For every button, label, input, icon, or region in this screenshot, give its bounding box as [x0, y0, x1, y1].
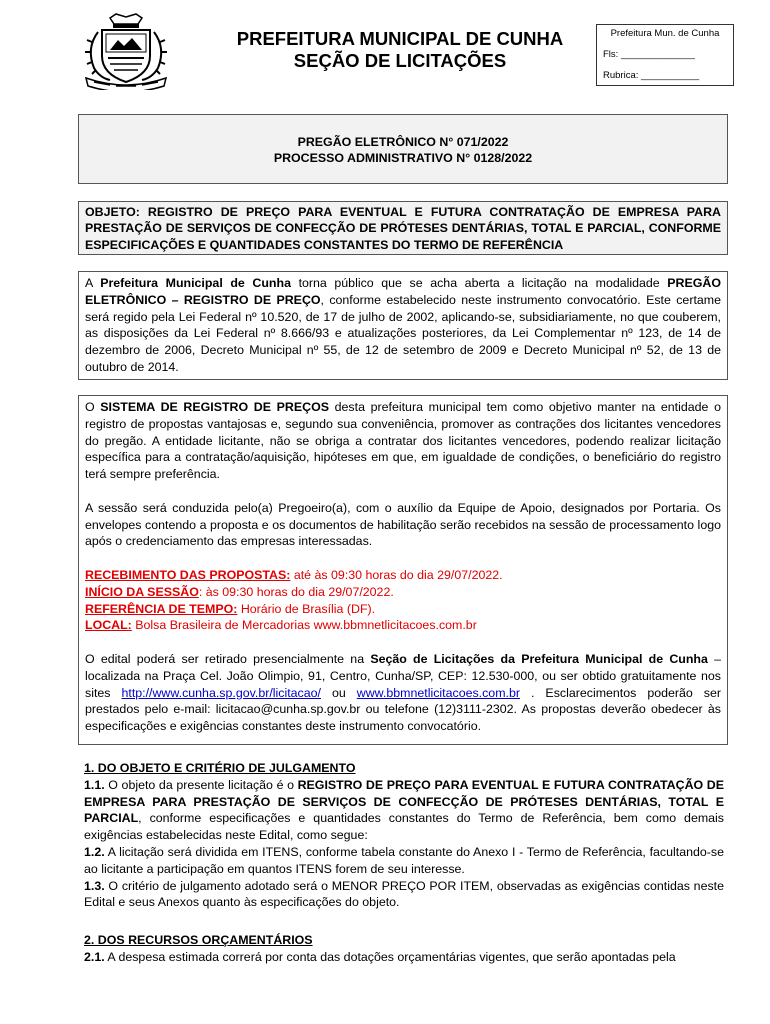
edital-text-1: O edital poderá ser retirado presencialmente na — [85, 651, 371, 666]
intro-text-2: torna público que se acha aberta a licitação na modalidade — [290, 276, 668, 290]
item-1-2-text: A licitação será dividida em ITENS, conforme tabela constante do Anexo I - Termo de Referência, facultando-se ao licitante a participação em quantos ITENS forem de seu interesse. — [84, 844, 724, 876]
recebimento-line — [85, 567, 721, 584]
pregao-identification-box — [78, 114, 728, 184]
header-titles — [200, 28, 600, 72]
header-title-prefeitura: PREFEITURA MUNICIPAL DE CUNHA — [236, 28, 564, 49]
objeto-box — [78, 201, 728, 255]
intro-bold-modalidade: PREGÃO ELETRÔNICO – REGISTRO DE PREÇO — [85, 276, 721, 307]
referencia-value: Horário de Brasília (DF). — [237, 601, 376, 616]
item-1-3 — [84, 878, 724, 912]
edital-text-2: – localizada na Praça Cel. João Olimpio, 91, Centro, Cunha/SP, CEP: 12.530-000, ou ser obtido gratuitamente nos sites — [85, 651, 721, 700]
recebimento-value: até às 09:30 horas do dia 29/07/2022. — [290, 567, 503, 582]
document-header — [0, 0, 770, 100]
item-1-1-text-2: , conforme especificações e quantidades constantes do Termo de Referência, bem como demais exigências estabelecidas neste Edital, como segue: — [84, 811, 724, 843]
dates-block — [85, 567, 721, 634]
item-1-1-bold: REGISTRO DE PREÇO PARA EVENTUAL E FUTURA CONTRATAÇÃO DE EMPRESA PARA PRESTAÇÃO DE SERVIÇOS DE CONFECÇÃO DE PRÓTESES DENTÁRIAS, TOTAL E PARCIAL — [84, 777, 724, 826]
referencia-line — [85, 601, 721, 618]
item-2-1-text: A despesa estimada correrá por conta das dotações orçamentárias vigentes, que serão apontadas pela — [104, 949, 676, 964]
section-recursos-orcamentarios — [84, 932, 724, 966]
local-line — [85, 617, 721, 634]
item-1-3-text: O critério de julgamento adotado será o MENOR PREÇO POR ITEM, observadas as exigências contidas neste Edital e seus Anexos quanto às especificações do objeto. — [84, 878, 724, 910]
edital-text-3: ou — [320, 685, 357, 700]
sistema-text-1: O — [85, 400, 101, 414]
bbmnet-link[interactable]: www.bbmnetlicitacoes.com.br — [356, 685, 520, 700]
objeto-text: OBJETO: REGISTRO DE PREÇO PARA EVENTUAL E FUTURA CONTRATAÇÃO DE EMPRESA PARA PRESTAÇÃO DE SERVIÇOS DE CONFECÇÃO DE PRÓTESES DENTÁRIAS, TOTAL E PARCIAL, CONFORME ESPECIFICAÇÕES E QUANTIDADES CONSTANTES DO TERMO DE REFERÊNCIA — [85, 205, 721, 252]
pregao-number: PREGÃO ELETRÔNICO N° 071/2022 — [297, 135, 509, 149]
item-1-3-number: 1.3. — [84, 878, 105, 893]
item-1-2-number: 1.2. — [84, 844, 105, 859]
intro-paragraph — [85, 275, 721, 376]
sistema-paragraph — [85, 399, 721, 483]
edital-paragraph — [85, 651, 721, 735]
processo-number: PROCESSO ADMINISTRATIVO N° 0128/2022 — [273, 151, 533, 165]
local-value: Bolsa Brasileira de Mercadorias www.bbmnetlicitacoes.com.br — [131, 618, 477, 633]
inicio-label: INÍCIO DA SESSÃO — [85, 584, 199, 599]
item-1-2 — [84, 844, 724, 878]
item-2-1-number: 2.1. — [84, 949, 105, 964]
intro-box — [78, 271, 728, 380]
cunha-licitacao-link[interactable]: http://www.cunha.sp.gov.br/licitacao/ — [121, 685, 321, 700]
section1-heading: 1. DO OBJETO E CRITÉRIO DE JULGAMENTO — [84, 761, 356, 775]
sistema-box — [78, 395, 728, 745]
edital-bold-secao: Seção de Licitações da Prefeitura Municipal de Cunha — [370, 651, 708, 666]
intro-bold-prefeitura: Prefeitura Municipal de Cunha — [100, 276, 291, 290]
sistema-bold-title: SISTEMA DE REGISTRO DE PREÇOS — [100, 400, 329, 414]
item-2-1 — [84, 949, 724, 966]
local-label: LOCAL: — [85, 618, 132, 633]
recebimento-label: RECEBIMENTO DAS PROPOSTAS: — [85, 567, 291, 582]
intro-text-3: , conforme estabelecido neste instrumento convocatório. Este certame será regido pela Lei Federal nº 10.520, de 17 de julho de 2002, aplicando-se, subsidiariamente, no que couberem, as disposições da Lei Federal nº 8.666/93 e atualizações posteriores, da Lei Complementar nº 123, de 14 de dezembro de 2006, Decreto Municipal nº 55, de 12 de setembro de 2009 e Decreto Municipal nº 52, de 13 de outubro de 2014. — [85, 292, 721, 374]
inicio-value: : às 09:30 horas do dia 29/07/2022. — [198, 584, 394, 599]
section2-heading: 2. DOS RECURSOS ORÇAMENTÁRIOS — [84, 933, 313, 947]
intro-text-1: A — [85, 276, 101, 290]
stamp-fls-line: Fls: ______________ — [603, 49, 695, 60]
stamp-rubrica-line: Rubrica: ___________ — [603, 70, 700, 81]
item-1-1-number: 1.1. — [84, 777, 105, 792]
referencia-label: REFERÊNCIA DE TEMPO: — [85, 601, 238, 616]
section-objeto-julgamento — [84, 760, 724, 911]
header-title-secao: SEÇÃO DE LICITAÇÕES — [293, 50, 507, 71]
municipal-coat-of-arms-icon — [80, 12, 172, 90]
edital-text-4: . Esclarecimentos poderão ser prestados pelo e-mail: licitacao@cunha.sp.gov.br ou telefone (12)3111-2302. As propostas deverão obedecer às especificações e exigências constantes deste instrumento convocatório. — [85, 685, 722, 734]
item-1-1-text-1: O objeto da presente licitação é o — [104, 777, 298, 792]
stamp-title: Prefeitura Mun. de Cunha — [610, 28, 720, 39]
item-1-1 — [84, 777, 724, 844]
sistema-text-2: desta prefeitura municipal tem como objetivo manter na entidade o registro de propostas vantajosas e, segundo sua conveniência, promover as contrações dos licitantes vencedores do pregão. A entidade licitante, não se obriga a contratar dos licitantes vencedores, podendo realizar licitação específica para a contratação/aquisição, hipóteses em que, em igualdade de condições, o beneficiário do registro terá sempre preferência. — [85, 400, 721, 482]
inicio-line — [85, 584, 721, 601]
protocol-stamp-box — [596, 24, 734, 86]
sessao-paragraph: A sessão será conduzida pelo(a) Pregoeiro(a), com o auxílio da Equipe de Apoio, designados por Portaria. Os envelopes contendo a proposta e os documentos de habilitação serão recebidos na sessão de processamento logo após o credenciamento das empresas interessadas. — [85, 500, 721, 549]
